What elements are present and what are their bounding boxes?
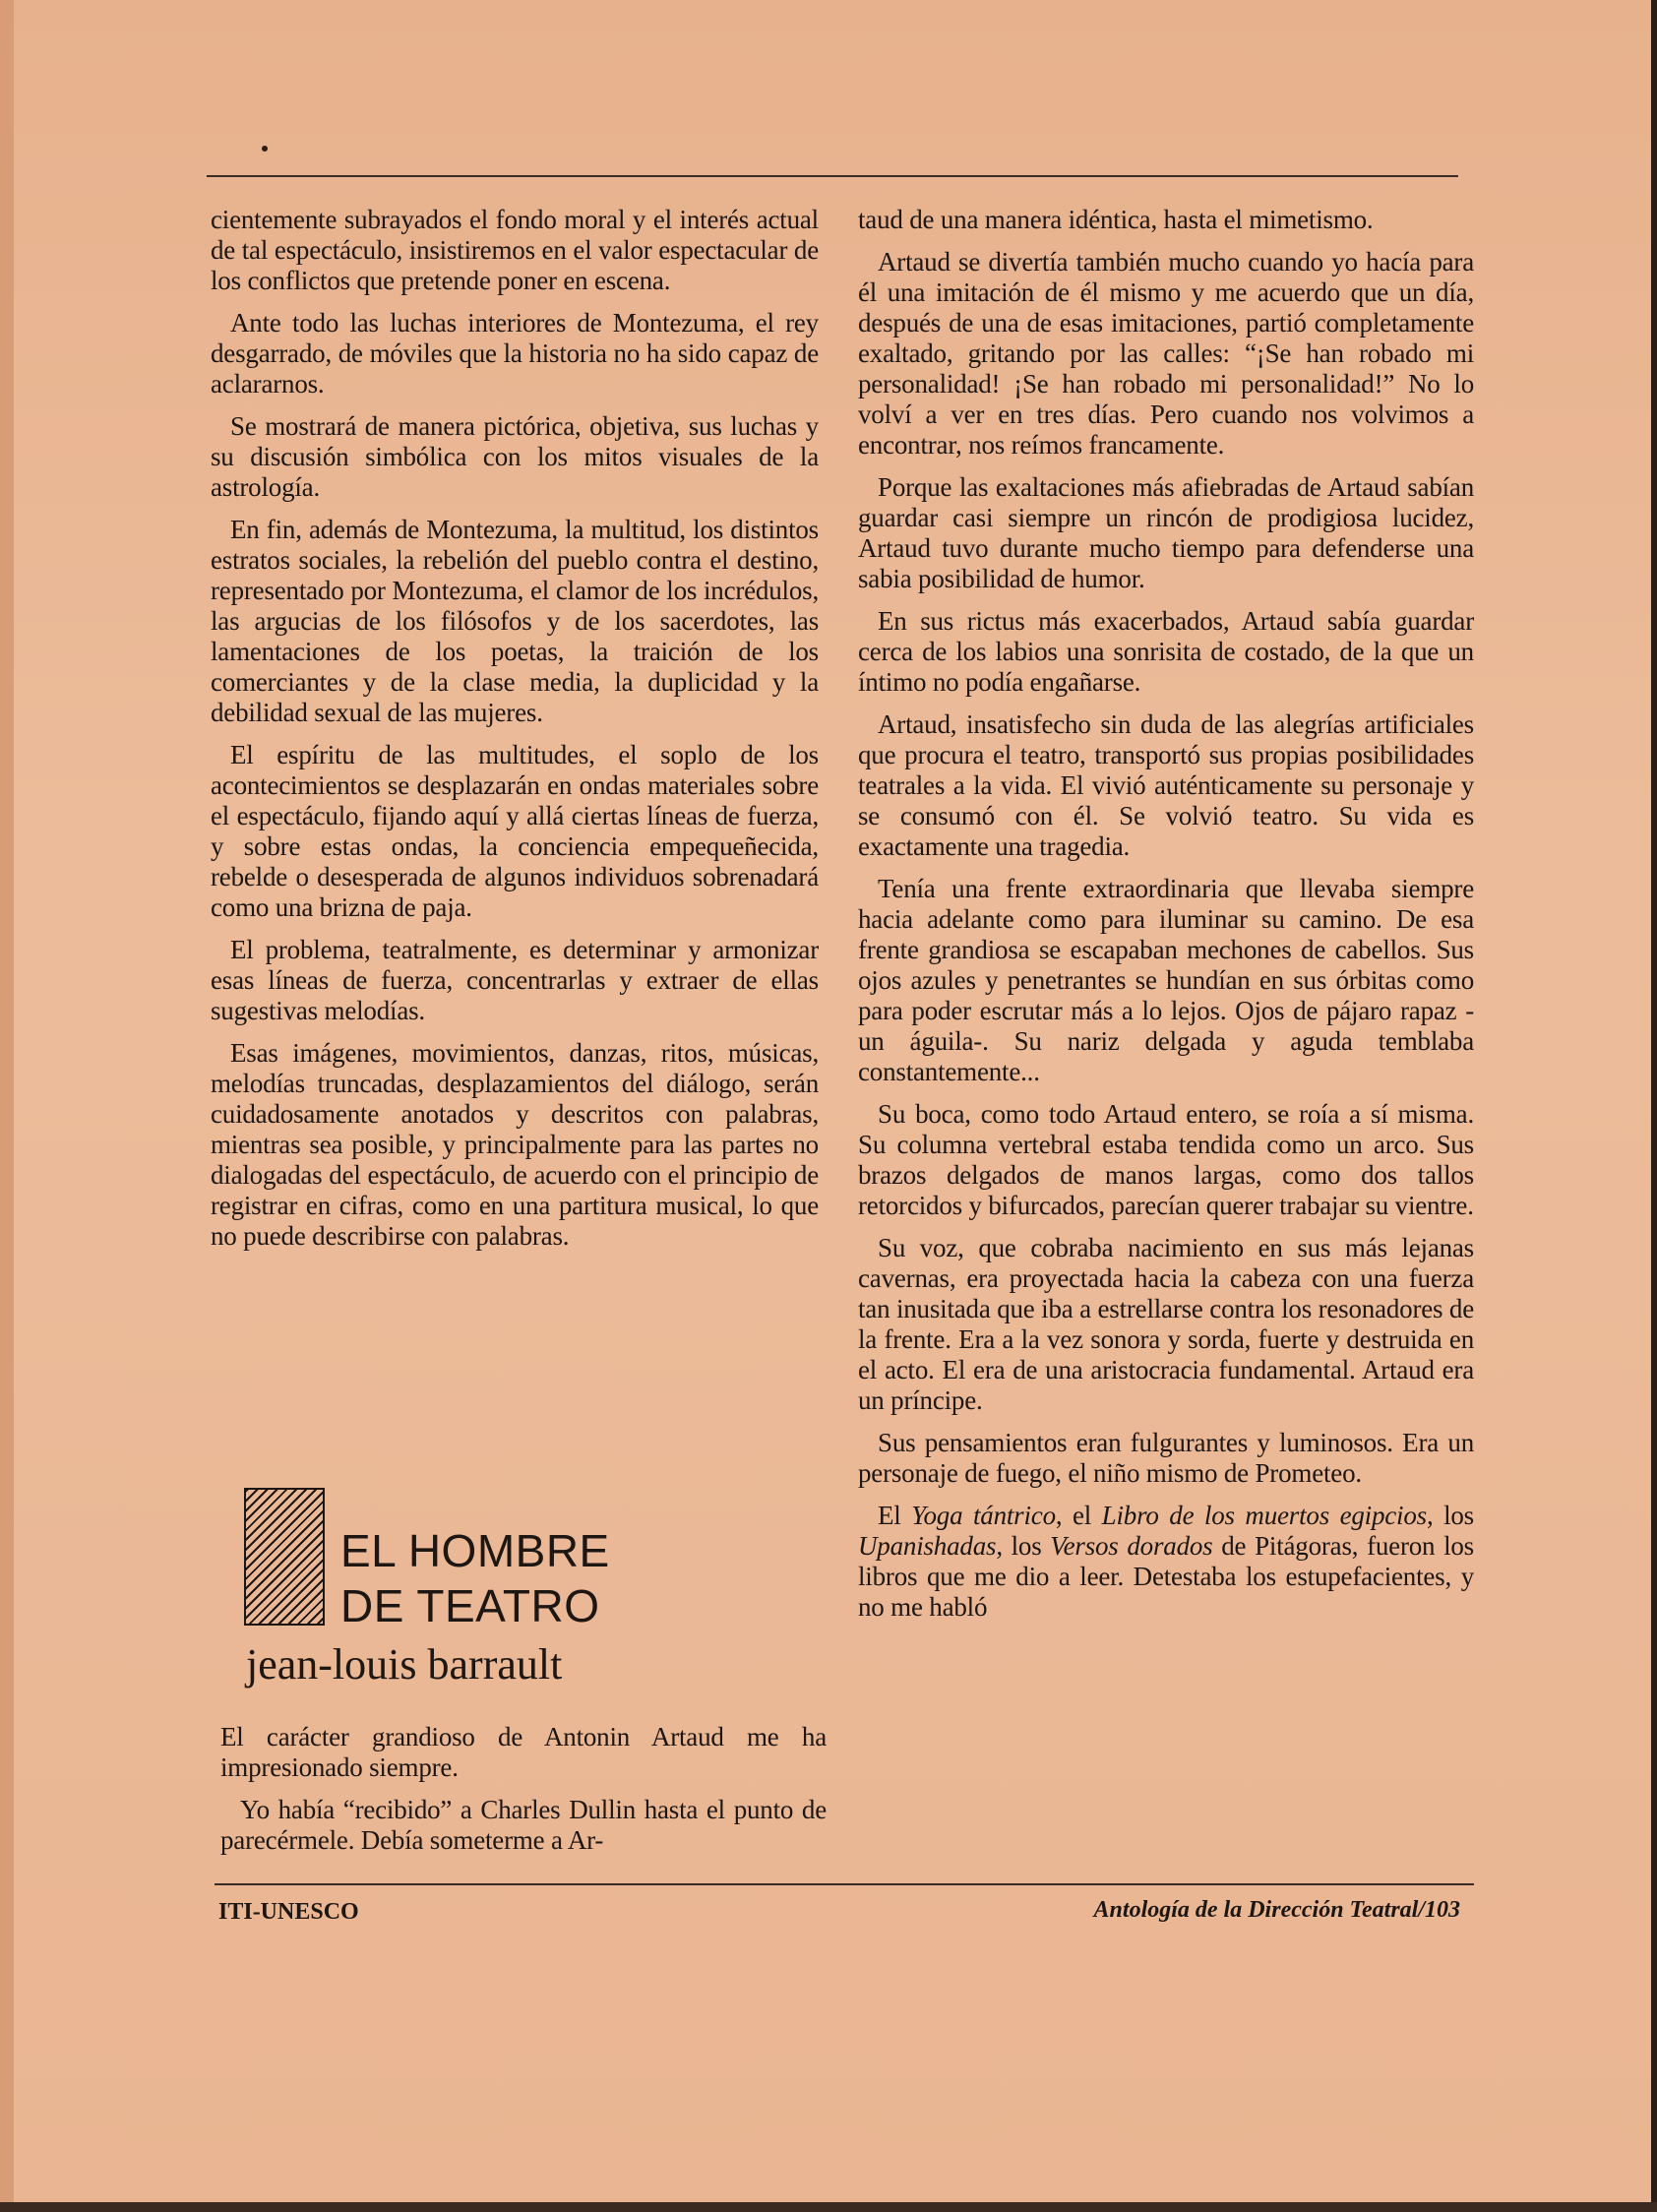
paragraph: El carácter grandioso de Antonin Artaud me ha impresionado siempre. xyxy=(220,1722,827,1782)
section-title-line2: DE TEATRO xyxy=(340,1580,600,1631)
bottom-rule xyxy=(215,1883,1474,1885)
book-title: Libro de los muertos egipcios xyxy=(1101,1501,1427,1530)
ink-speck xyxy=(262,146,268,152)
paragraph: Tenía una frente extraordinaria que llevaba siempre hacia adelante como para iluminar su camino. De esa frente grandiosa se escapaban mechones de cabellos. Sus ojos azules y penetrantes se hundían en sus órbitas como para poder escrutar más a lo lejos. Ojos de pájaro rapaz -un águila-. Su nariz delgada y aguda temblaba constantemente... xyxy=(858,874,1474,1086)
paragraph: En sus rictus más exacerbados, Artaud sabía guardar cerca de los labios una sonrisita de costado, de la que un íntimo no podía engañarse. xyxy=(858,606,1474,697)
paragraph: Artaud, insatisfecho sin duda de las alegrías artificiales que procura el teatro, transportó sus propias posibilidades teatrales a la vida. El vivió auténticamente su personaje y se consumó con él. Se volvió teatro. Su vida es exactamente una tragedia. xyxy=(858,709,1474,861)
text-run: , el xyxy=(1055,1501,1102,1530)
paragraph: Porque las exaltaciones más afiebradas de Artaud sabían guardar casi siempre un rincón de prodigiosa lucidez, Artaud tuvo durante mucho tiempo para defenderse una sabia posibilidad de humor. xyxy=(858,472,1474,593)
book-title: Upanishadas xyxy=(858,1531,997,1561)
section-heading xyxy=(244,1488,795,1635)
paragraph: Su voz, que cobraba nacimiento en sus más lejanas cavernas, era proyectada hacia la cabeza con una fuerza tan inusitada que iba a estrellarse contra los resonadores de la frente. Era a la vez sonora y sorda, fuerte y destruida en el acto. El era de una aristocracia fundamental. Artaud era un príncipe. xyxy=(858,1233,1474,1415)
paragraph: Artaud se divertía también mucho cuando yo hacía para él una imitación de él mismo y me acuerdo que un día, después de una de esas imitaciones, partió completamente exaltado, gritando por las calles: “¡Se han robado mi personalidad! ¡Se han robado mi personalidad!” No lo volví a ver en tres días. Pero cuando nos volvimos a encontrar, nos reímos francamente. xyxy=(858,247,1474,460)
paper-edge-left xyxy=(0,0,14,2212)
paper-edge-right xyxy=(1651,0,1657,2212)
book-title: Yoga tántrico xyxy=(911,1501,1056,1530)
text-run: , los xyxy=(1426,1501,1474,1530)
left-column xyxy=(211,205,819,1263)
book-title: Versos dorados xyxy=(1050,1531,1213,1561)
paragraph: cientemente subrayados el fondo moral y el interés actual de tal espectáculo, insistiremos en el valor espectacular de los conflictos que pretende poner en escena. xyxy=(211,205,819,295)
footer-publisher: ITI-UNESCO xyxy=(218,1899,359,1925)
right-column xyxy=(858,205,1474,1634)
author-name: jean-louis barrault xyxy=(246,1640,563,1689)
paragraph: Ante todo las luchas interiores de Montezuma, el rey desgarrado, de móviles que la historia no ha sido capaz de aclararnos. xyxy=(211,308,819,399)
paragraph-with-titles xyxy=(858,1501,1474,1623)
paragraph: Sus pensamientos eran fulgurantes y luminosos. Era un personaje de fuego, el niño mismo de Prometeo. xyxy=(858,1428,1474,1488)
hatched-box-ornament xyxy=(244,1488,325,1626)
paragraph: Yo había “recibido” a Charles Dullin hasta el punto de parecérmele. Debía someterme a Ar- xyxy=(220,1795,827,1855)
paragraph: Se mostrará de manera pictórica, objetiva, sus luchas y su discusión simbólica con los mitos visuales de la astrología. xyxy=(211,411,819,502)
paper-edge-bottom xyxy=(0,2202,1657,2212)
paragraph: En fin, además de Montezuma, la multitud, los distintos estratos sociales, la rebelión del pueblo contra el destino, representado por Montezuma, el clamor de los incrédulos, las argucias de los filósofos y de los sacerdotes, las lamentaciones de los poetas, la traición de los comerciantes y de la clase media, la duplicidad y la debilidad sexual de las mujeres. xyxy=(211,515,819,727)
section-title-line1: EL HOMBRE xyxy=(340,1525,610,1576)
paragraph: taud de una manera idéntica, hasta el mimetismo. xyxy=(858,205,1374,234)
paragraph: El espíritu de las multitudes, el soplo de los acontecimientos se desplazarán en ondas materiales sobre el espectáculo, fijando aquí y allá ciertas líneas de fuerza, y sobre estas ondas, la conciencia empequeñecida, rebelde o desesperada de algunos individuos sobrenadará como una brizna de paja. xyxy=(211,740,819,922)
footer-page-label: Antología de la Dirección Teatral/103 xyxy=(1093,1897,1460,1923)
paragraph: Su boca, como todo Artaud entero, se roía a sí misma. Su columna vertebral estaba tendida como un arco. Sus brazos delgados de manos largas, como dos tallos retorcidos y bifurcados, parecían querer trabajar su vientre. xyxy=(858,1099,1474,1220)
text-run: El xyxy=(878,1501,912,1530)
text-run: , los xyxy=(996,1531,1051,1561)
left-column-section-text xyxy=(220,1722,827,1868)
paragraph: El problema, teatralmente, es determinar y armonizar esas líneas de fuerza, concentrarlas y extraer de ellas sugestivas melodías. xyxy=(211,935,819,1025)
paragraph: Esas imágenes, movimientos, danzas, ritos, músicas, melodías truncadas, desplazamientos del diálogo, serán cuidadosamente anotados y descritos con palabras, mientras sea posible, y principalmente para las partes no dialogadas del espectáculo, de acuerdo con el principio de registrar en cifras, como en una partitura musical, lo que no puede describirse con palabras. xyxy=(211,1038,819,1251)
text-run: de Pitágoras, fueron los libros que me dio a leer. Detestaba los estupefacientes, y no me habló xyxy=(858,1531,1474,1622)
top-rule xyxy=(207,175,1458,177)
